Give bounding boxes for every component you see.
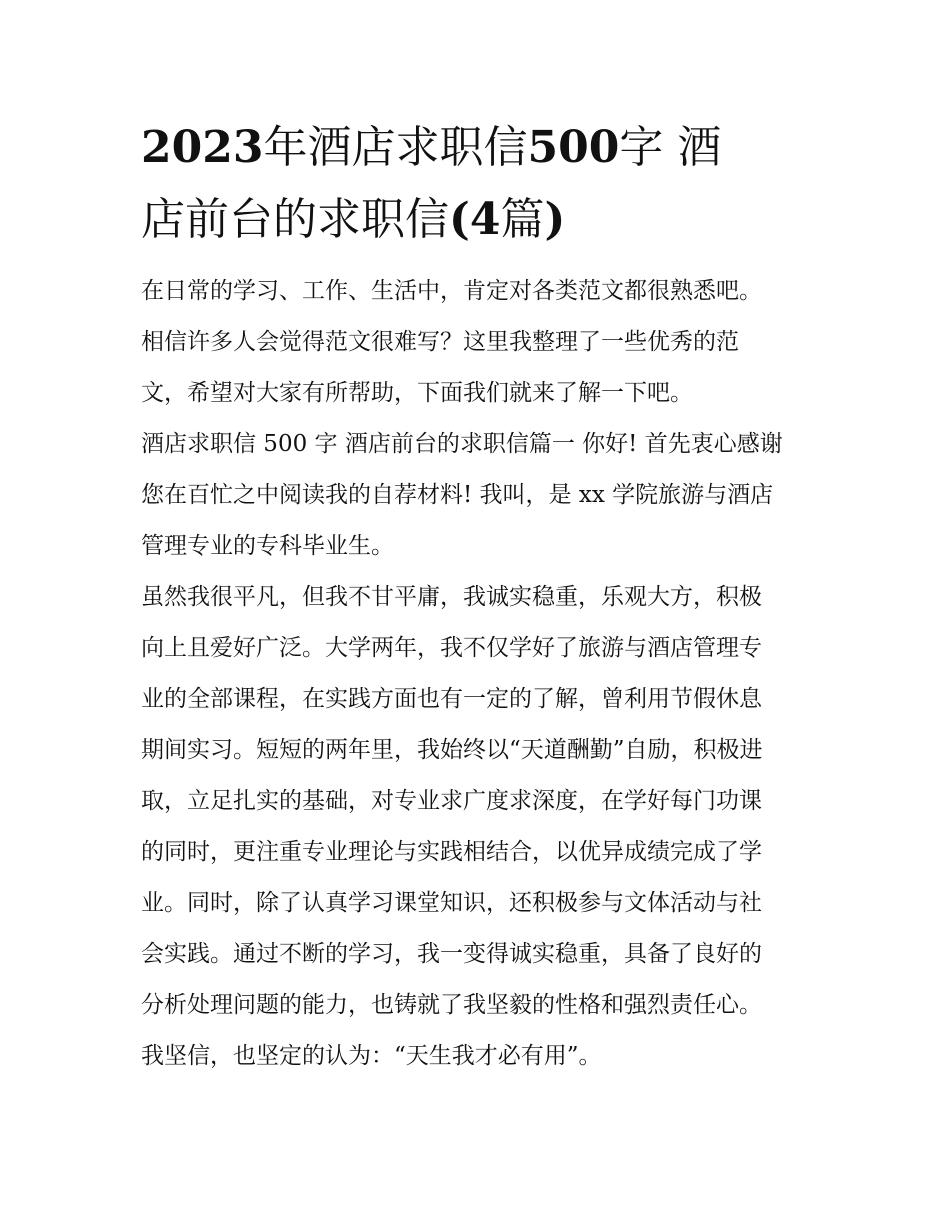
text-line: 的同时，更注重专业理论与实践相结合，以优异成绩完成了学 xyxy=(141,839,762,865)
title-text: 篇 xyxy=(500,194,545,245)
document-page xyxy=(141,112,813,1082)
text-line: 在日常的学习、工作、生活中，肯定对各类范文都很熟悉吧。 xyxy=(141,278,762,304)
title-word-count: 500 xyxy=(527,122,620,173)
title-text: 年酒店求职信 xyxy=(263,122,528,173)
title-count: (4 xyxy=(449,194,501,245)
text-line: 取，立足扎实的基础，对专业求广度求深度，在学好每门功课 xyxy=(141,788,762,814)
text-line: 文，希望对大家有所帮助，下面我们就来了解一下吧。 xyxy=(141,380,693,406)
title-line-2 xyxy=(141,184,813,256)
paragraph-intro xyxy=(141,266,813,419)
title-paren: ) xyxy=(544,194,566,245)
text-line: 您在百忙之中阅读我的自荐材料! 我叫，是 xx 学院旅游与酒店 xyxy=(141,482,774,508)
text-line: 业。同时，除了认真学习课堂知识，还积极参与文体活动与社 xyxy=(141,890,762,916)
document-title xyxy=(141,112,813,256)
title-text: 店前台的求职信 xyxy=(141,194,449,245)
title-year: 2023 xyxy=(141,122,264,173)
text-line: 虽然我很平凡，但我不甘平庸，我诚实稳重，乐观大方，积极 xyxy=(141,584,762,610)
text-line: 业的全部课程，在实践方面也有一定的了解，曾利用节假休息 xyxy=(141,686,762,712)
text-line: 分析处理问题的能力，也铸就了我坚毅的性格和强烈责任心。 xyxy=(141,992,762,1018)
text-line: 酒店求职信 500 字 酒店前台的求职信篇一 你好! 首先衷心感谢 xyxy=(141,431,783,457)
paragraph-greeting xyxy=(141,419,813,572)
text-line: 管理专业的专科毕业生。 xyxy=(141,533,394,559)
title-line-1 xyxy=(141,112,813,184)
title-text: 字 酒 xyxy=(619,122,722,173)
text-line: 会实践。通过不断的学习，我一变得诚实稳重，具备了良好的 xyxy=(141,941,762,967)
text-line: 期间实习。短短的两年里，我始终以“天道酬勤”自励，积极进 xyxy=(141,737,763,763)
text-line: 我坚信，也坚定的认为：“天生我才必有用”。 xyxy=(141,1043,602,1069)
text-line: 向上且爱好广泛。大学两年，我不仅学好了旅游与酒店管理专 xyxy=(141,635,762,661)
text-line: 相信许多人会觉得范文很难写？这里我整理了一些优秀的范 xyxy=(141,329,739,355)
paragraph-body xyxy=(141,572,813,1082)
